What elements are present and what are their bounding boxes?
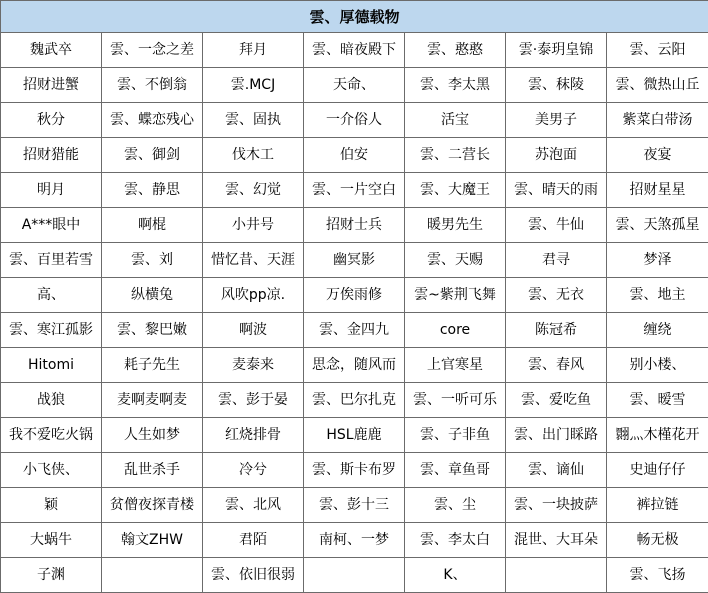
table-cell: 麦泰来 — [203, 348, 304, 383]
table-cell: 雲~紫荆飞舞 — [405, 278, 506, 313]
table-cell: 雲、黎巴嫩 — [102, 313, 203, 348]
table-cell: 雲、幻觉 — [203, 173, 304, 208]
table-cell: 雲、金四九 — [304, 313, 405, 348]
table-cell: 啊波 — [203, 313, 304, 348]
table-cell: 雲、牛仙 — [506, 208, 607, 243]
table-cell: 雲、一念之差 — [102, 33, 203, 68]
table-cell: 天命、 — [304, 68, 405, 103]
table-cell: 雲、李太白 — [405, 523, 506, 558]
table-cell: 风吹pp凉. — [203, 278, 304, 313]
table-cell: Hitomi — [1, 348, 102, 383]
table-cell: 南柯、一梦 — [304, 523, 405, 558]
table-cell: 雲、蝶恋残心 — [102, 103, 203, 138]
table-cell — [102, 558, 203, 593]
table-cell: 上官寒星 — [405, 348, 506, 383]
table-cell: 雲、地主 — [607, 278, 708, 313]
table-cell: 明月 — [1, 173, 102, 208]
table-cell: 伐木工 — [203, 138, 304, 173]
table-row — [1, 103, 708, 138]
table-cell: 人生如梦 — [102, 418, 203, 453]
table-cell: 雲、一块披萨 — [506, 488, 607, 523]
table-cell: 麦啊麦啊麦 — [102, 383, 203, 418]
table-cell: 雲·泰玥皇锦 — [506, 33, 607, 68]
table-cell: 紫菜白带汤 — [607, 103, 708, 138]
table-cell: 思念，随风而 — [304, 348, 405, 383]
table-cell: 陈冠希 — [506, 313, 607, 348]
table-cell: 一介俗人 — [304, 103, 405, 138]
table-cell: 雲、一听可乐 — [405, 383, 506, 418]
table-cell: 惜忆昔、天涯 — [203, 243, 304, 278]
title-row — [1, 1, 708, 33]
table-cell: 君陌 — [203, 523, 304, 558]
table-cell: 子渊 — [1, 558, 102, 593]
table-cell: 雲、大魔王 — [405, 173, 506, 208]
table-row — [1, 33, 708, 68]
table-row — [1, 278, 708, 313]
table-cell: 雲、百里若雪 — [1, 243, 102, 278]
table-cell: 雲、暗夜殿下 — [304, 33, 405, 68]
table-cell: 魏武卒 — [1, 33, 102, 68]
table-cell: A***眼中 — [1, 208, 102, 243]
table-cell: 雲、御剑 — [102, 138, 203, 173]
table-cell: 雲、春风 — [506, 348, 607, 383]
table-cell: 雲、暧雪 — [607, 383, 708, 418]
table-cell: 万俟雨修 — [304, 278, 405, 313]
table-cell: 雲、谪仙 — [506, 453, 607, 488]
table-cell: 雲、固执 — [203, 103, 304, 138]
table-cell: 苏泡面 — [506, 138, 607, 173]
table-cell: 战狼 — [1, 383, 102, 418]
table-row — [1, 558, 708, 593]
table-cell: 雲、子非鱼 — [405, 418, 506, 453]
table-cell: 雲、秣陵 — [506, 68, 607, 103]
table-cell: 裤拉链 — [607, 488, 708, 523]
sheet-title: 雲、厚德载物 — [1, 1, 708, 33]
table-cell: core — [405, 313, 506, 348]
table-row — [1, 453, 708, 488]
table-cell: HSL鹿鹿 — [304, 418, 405, 453]
table-cell: 活宝 — [405, 103, 506, 138]
table-cell: 雲、北风 — [203, 488, 304, 523]
table-cell: 雲、寒江孤影 — [1, 313, 102, 348]
table-cell: 雲、天赐 — [405, 243, 506, 278]
table-cell: 雲、尘 — [405, 488, 506, 523]
table-cell: 翾灬木槿花开 — [607, 418, 708, 453]
table-cell: 伯安 — [304, 138, 405, 173]
table-cell: 贫僧夜探青楼 — [102, 488, 203, 523]
table-cell: 幽冥影 — [304, 243, 405, 278]
table-cell: 雲、爱吃鱼 — [506, 383, 607, 418]
table-cell: 我不爱吃火锅 — [1, 418, 102, 453]
table-cell: 暖男先生 — [405, 208, 506, 243]
table-cell: K、 — [405, 558, 506, 593]
table-cell: 颖 — [1, 488, 102, 523]
table-cell: 雲、不倒翁 — [102, 68, 203, 103]
table-cell: 雲、静思 — [102, 173, 203, 208]
table-cell: 大蜗牛 — [1, 523, 102, 558]
table-cell: 美男子 — [506, 103, 607, 138]
table-cell: 雲、彭于晏 — [203, 383, 304, 418]
table-cell: 红烧排骨 — [203, 418, 304, 453]
table-cell: 招财士兵 — [304, 208, 405, 243]
table-cell: 雲、云阳 — [607, 33, 708, 68]
table-cell: 缠绕 — [607, 313, 708, 348]
table-cell: 雲、李太黑 — [405, 68, 506, 103]
table-cell: 雲、出门睬路 — [506, 418, 607, 453]
table-cell: 夜宴 — [607, 138, 708, 173]
table-cell: 招财进蟹 — [1, 68, 102, 103]
table-cell: 翰文ZHW — [102, 523, 203, 558]
table-cell: 雲.MCJ — [203, 68, 304, 103]
table-cell: 雲、飞扬 — [607, 558, 708, 593]
table-row — [1, 488, 708, 523]
table-row — [1, 243, 708, 278]
table-cell — [506, 558, 607, 593]
table-cell: 高、 — [1, 278, 102, 313]
table-cell: 梦泽 — [607, 243, 708, 278]
table-cell: 雲、彭十三 — [304, 488, 405, 523]
table-row — [1, 523, 708, 558]
table-cell: 小飞侠、 — [1, 453, 102, 488]
table-cell: 史迪仔仔 — [607, 453, 708, 488]
table-row — [1, 383, 708, 418]
table-row — [1, 68, 708, 103]
table-cell: 别小楼、 — [607, 348, 708, 383]
table-cell: 冷兮 — [203, 453, 304, 488]
table-cell: 雲、章鱼哥 — [405, 453, 506, 488]
table-cell: 畅无极 — [607, 523, 708, 558]
table-cell — [304, 558, 405, 593]
table-cell: 雲、天煞孤星 — [607, 208, 708, 243]
table-cell: 雲、一片空白 — [304, 173, 405, 208]
table-cell: 拜月 — [203, 33, 304, 68]
table-cell: 招财猎能 — [1, 138, 102, 173]
table-cell: 雲、依旧很弱 — [203, 558, 304, 593]
table-cell: 雲、刘 — [102, 243, 203, 278]
table-row — [1, 138, 708, 173]
table-row — [1, 173, 708, 208]
table-cell: 君寻 — [506, 243, 607, 278]
table-cell: 招财星星 — [607, 173, 708, 208]
table-cell: 雲、微热山丘 — [607, 68, 708, 103]
table-cell: 雲、晴天的雨 — [506, 173, 607, 208]
table-cell: 耗子先生 — [102, 348, 203, 383]
table-row — [1, 208, 708, 243]
table-cell: 雲、无衣 — [506, 278, 607, 313]
table-cell: 雲、憨憨 — [405, 33, 506, 68]
table-row — [1, 313, 708, 348]
table-cell: 雲、二营长 — [405, 138, 506, 173]
table-cell: 混世、大耳朵 — [506, 523, 607, 558]
table-cell: 乱世杀手 — [102, 453, 203, 488]
table-row — [1, 348, 708, 383]
table-row — [1, 418, 708, 453]
table-cell: 啊棍 — [102, 208, 203, 243]
table-cell: 秋分 — [1, 103, 102, 138]
table-cell: 纵横兔 — [102, 278, 203, 313]
table-cell: 雲、斯卡布罗 — [304, 453, 405, 488]
table-cell: 雲、巴尔扎克 — [304, 383, 405, 418]
table-cell: 小井号 — [203, 208, 304, 243]
